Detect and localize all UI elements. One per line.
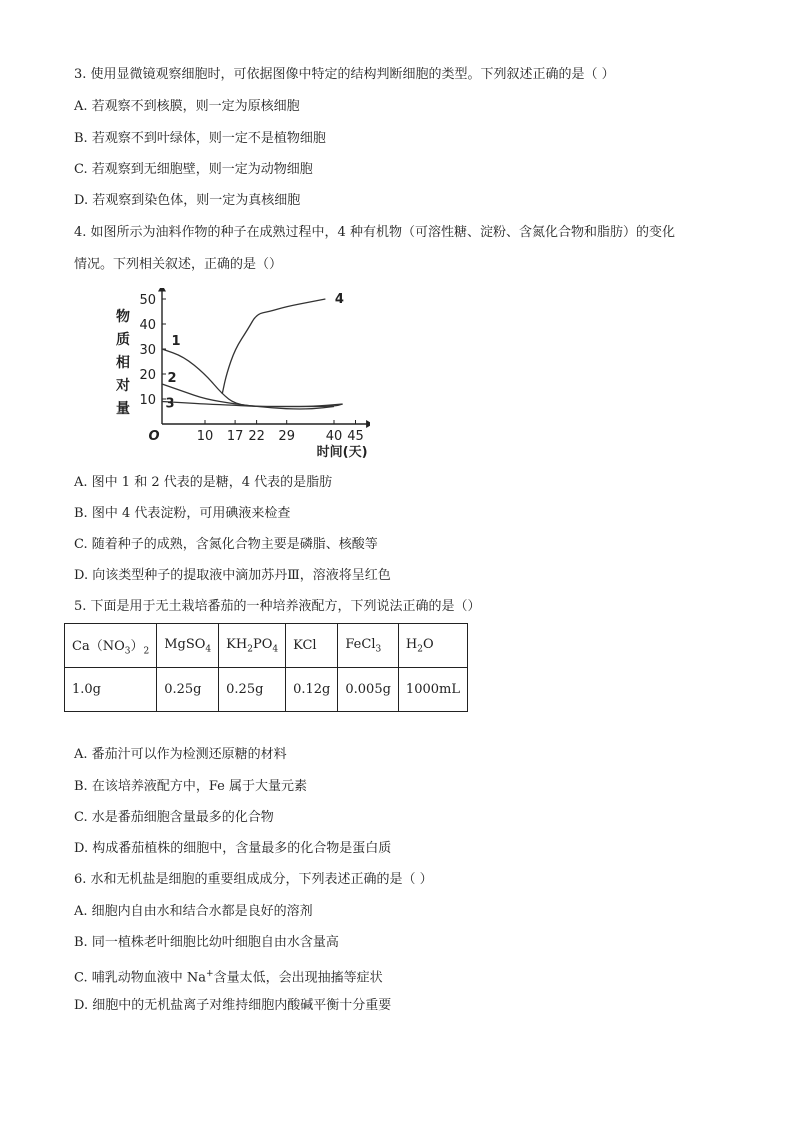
x-tick-label: 29 bbox=[278, 429, 295, 444]
sodium-charge: + bbox=[206, 969, 214, 979]
q3-option-c: C. 若观察到无细胞壁，则一定为动物细胞 bbox=[74, 162, 313, 177]
y-tick-label: 40 bbox=[139, 318, 156, 333]
series-3-line bbox=[162, 402, 343, 407]
series-4-line bbox=[222, 299, 325, 394]
x-tick-label: 40 bbox=[325, 429, 343, 444]
q5-option-d: D. 构成番茄植株的细胞中，含量最多的化合物是蛋白质 bbox=[74, 841, 392, 856]
table-header-cell bbox=[338, 624, 399, 668]
series-4-label: 4 bbox=[334, 292, 344, 307]
table-header-cell bbox=[65, 624, 157, 668]
table-value-cell: 1000mL bbox=[398, 668, 467, 712]
y-tick-label: 20 bbox=[139, 368, 156, 383]
q6-option-c bbox=[74, 965, 383, 987]
q4-stem-line2: 情况。下列相关叙述，正确的是（） bbox=[74, 257, 283, 272]
q5-stem: 5. 下面是用于无土栽培番茄的一种培养液配方，下列说法正确的是（） bbox=[74, 599, 481, 614]
table-header-cell bbox=[286, 624, 338, 668]
chart-ylabel-char-5: 量 bbox=[116, 401, 130, 417]
q4-option-c: C. 随着种子的成熟，含氮化合物主要是磷脂、核酸等 bbox=[74, 537, 378, 552]
q5-option-c: C. 水是番茄细胞含量最多的化合物 bbox=[74, 810, 274, 825]
q3-option-b: B. 若观察不到叶绿体，则一定不是植物细胞 bbox=[74, 131, 326, 146]
q6-option-b: B. 同一植株老叶细胞比幼叶细胞自由水含量高 bbox=[74, 935, 339, 950]
q4-option-d: D. 向该类型种子的提取液中滴加苏丹Ⅲ，溶液将呈红色 bbox=[74, 568, 391, 583]
q3-option-a: A. 若观察不到核膜，则一定为原核细胞 bbox=[74, 99, 300, 114]
table-value-cell: 0.25g bbox=[219, 668, 286, 712]
formula-tail: ） bbox=[130, 638, 144, 654]
chart-ylabel-char-1: 物 bbox=[116, 309, 130, 325]
formula-sub: 2 bbox=[417, 644, 423, 655]
x-axis-label: 时间(天) bbox=[316, 445, 368, 458]
series-1-label: 1 bbox=[171, 334, 181, 349]
q3-stem: 3. 使用显微镜观察细胞时，可依据图像中特定的结构判断细胞的类型。下列叙述正确的是（ ） bbox=[74, 67, 615, 82]
formula-main: H bbox=[405, 636, 418, 652]
q6-option-c-pre: C. 哺乳动物血液中 Na bbox=[74, 970, 207, 986]
q3-option-d: D. 若观察到染色体，则一定为真核细胞 bbox=[74, 193, 301, 208]
formula-main: Ca（NO bbox=[72, 638, 125, 654]
table-value-cell: 0.25g bbox=[157, 668, 219, 712]
table-value-cell: 0.12g bbox=[286, 668, 338, 712]
table-value-cell: 1.0g bbox=[65, 668, 157, 712]
formula-sub: 3 bbox=[375, 644, 382, 655]
q6-option-a: A. 细胞内自由水和结合水都是良好的溶剂 bbox=[74, 904, 313, 919]
formula-tail: O bbox=[423, 636, 434, 652]
formula-sub2: 2 bbox=[143, 646, 150, 657]
y-tick-label: 30 bbox=[139, 343, 156, 358]
formula-sub: 3 bbox=[124, 646, 131, 657]
y-tick-label: 10 bbox=[139, 393, 156, 408]
formula-main: KH bbox=[226, 636, 248, 652]
series-2-label: 2 bbox=[167, 371, 177, 386]
table-header-cell bbox=[398, 624, 467, 668]
x-tick-label: 22 bbox=[248, 429, 265, 444]
chart-ylabel-char-3: 相 bbox=[116, 355, 130, 371]
chart-ylabel-char-2: 质 bbox=[116, 332, 130, 348]
q6-option-d: D. 细胞中的无机盐离子对维持细胞内酸碱平衡十分重要 bbox=[74, 998, 392, 1013]
series-2-line bbox=[162, 384, 334, 409]
nutrient-solution-table bbox=[64, 623, 468, 712]
formula-tail: PO bbox=[252, 636, 273, 652]
table-header-cell bbox=[219, 624, 286, 668]
q4-option-a: A. 图中 1 和 2 代表的是糖，4 代表的是脂肪 bbox=[74, 475, 333, 490]
q5-option-a: A. 番茄汁可以作为检测还原糖的材料 bbox=[74, 747, 287, 762]
q4-stem-line1: 4. 如图所示为油料作物的种子在成熟过程中，4 种有机物（可溶性糖、淀粉、含氮化合物和脂肪）的变化 bbox=[74, 225, 675, 240]
chart-ylabel-char-4: 对 bbox=[116, 378, 130, 394]
y-tick-label: 50 bbox=[139, 293, 156, 308]
formula-sub: 2 bbox=[247, 644, 253, 655]
formula-main: KCl bbox=[293, 638, 317, 653]
seed-composition-chart bbox=[100, 288, 370, 458]
formula-main: FeCl bbox=[345, 636, 376, 652]
x-tick-label: 45 bbox=[347, 429, 364, 444]
x-tick-label: 10 bbox=[196, 429, 214, 444]
formula-main: MgSO bbox=[164, 636, 206, 652]
q5-option-b: B. 在该培养液配方中，Fe 属于大量元素 bbox=[74, 779, 307, 794]
table-header-cell bbox=[157, 624, 219, 668]
table-value-row bbox=[65, 668, 468, 712]
q6-option-c-post: 含量太低，会出现抽搐等症状 bbox=[213, 970, 383, 986]
q4-option-b: B. 图中 4 代表淀粉，可用碘液来检查 bbox=[74, 506, 291, 521]
q6-stem: 6. 水和无机盐是细胞的重要组成成分，下列表述正确的是（ ） bbox=[74, 872, 433, 887]
origin-label: O bbox=[148, 429, 160, 444]
table-value-cell: 0.005g bbox=[338, 668, 399, 712]
series-1-line bbox=[162, 349, 343, 407]
formula-sub: 4 bbox=[205, 644, 212, 655]
x-tick-label: 17 bbox=[226, 429, 244, 444]
formula-sub2: 4 bbox=[272, 644, 279, 655]
series-3-label: 3 bbox=[165, 396, 175, 412]
table-header-row bbox=[65, 624, 468, 668]
